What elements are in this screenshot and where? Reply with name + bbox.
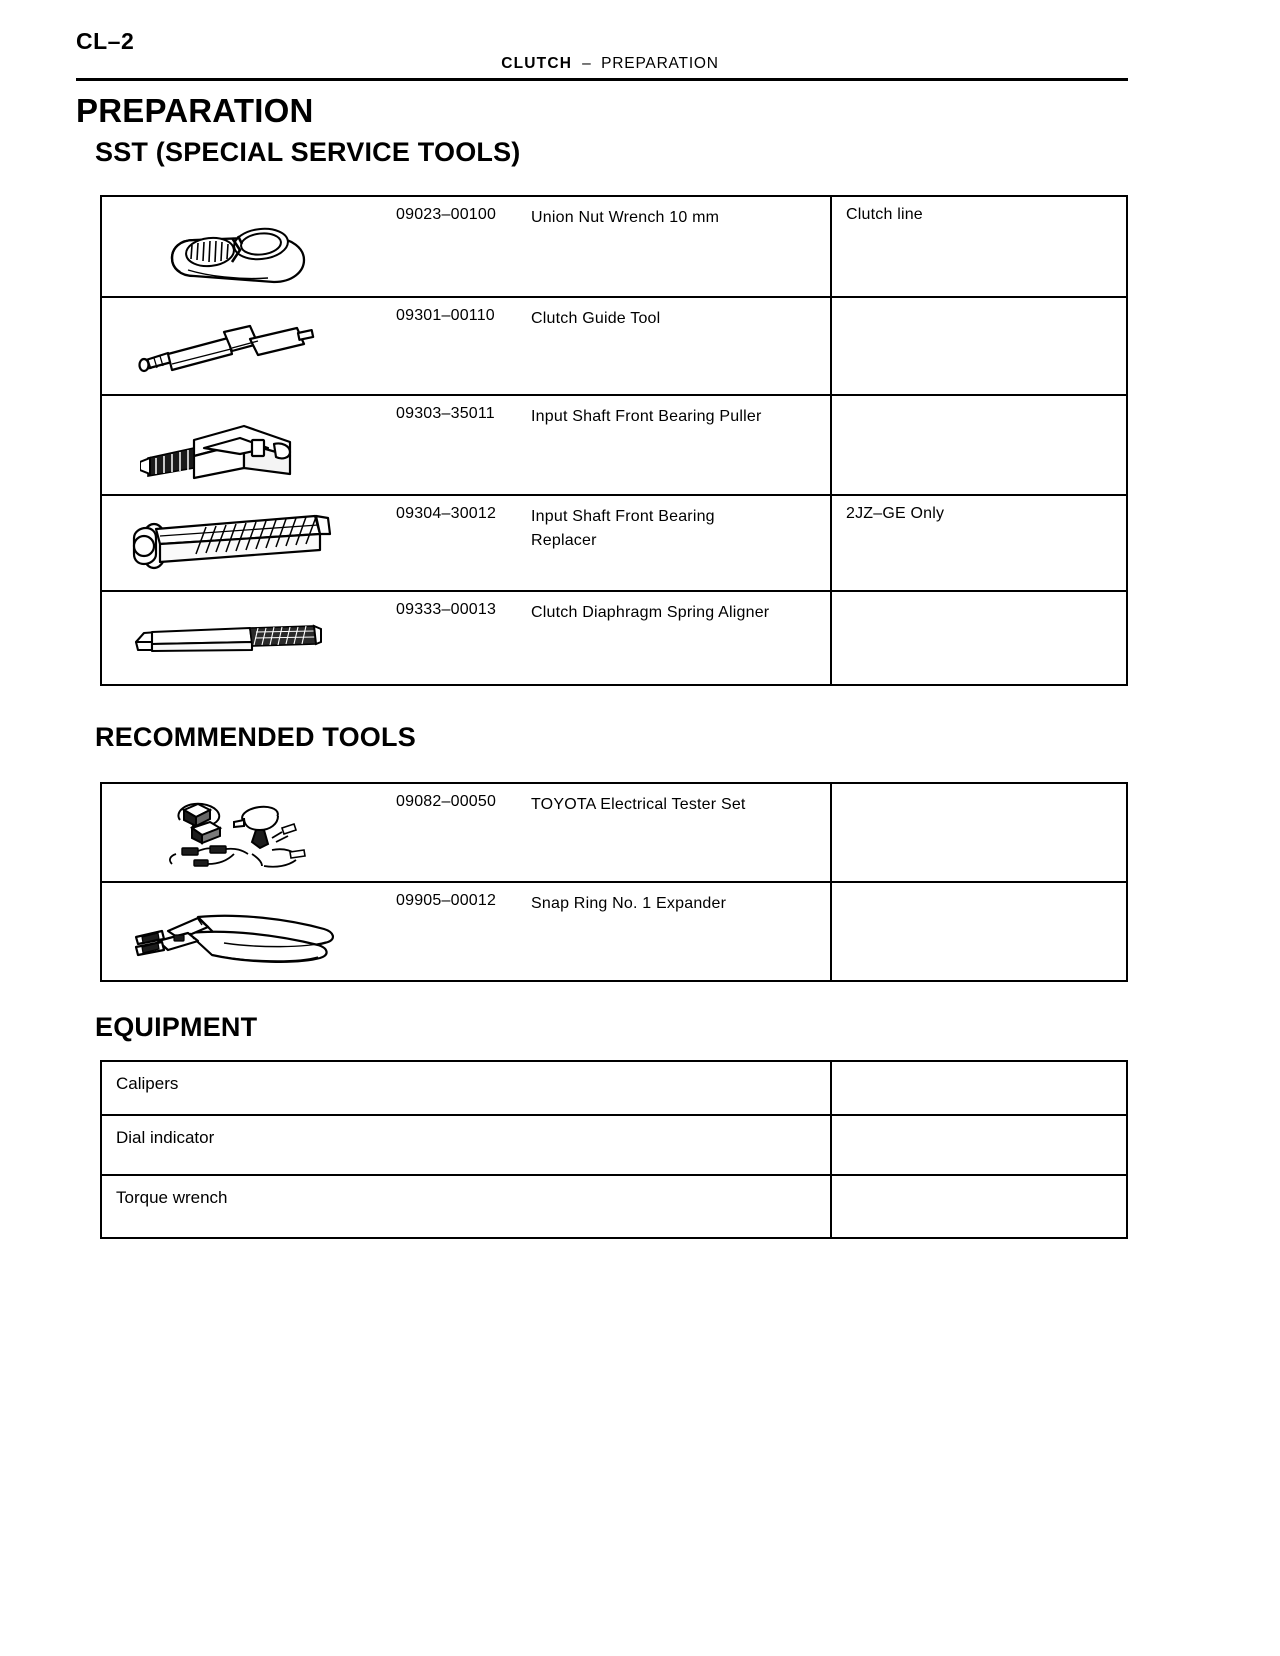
table-row xyxy=(102,496,1126,592)
running-head-topic: PREPARATION xyxy=(601,55,719,72)
recommended-tools-section-title: RECOMMENDED TOOLS xyxy=(95,722,416,752)
part-name xyxy=(531,505,715,553)
clutch-diaphragm-spring-aligner-illustration xyxy=(128,620,323,660)
tool-illustration-cell xyxy=(102,396,396,494)
part-name xyxy=(531,206,719,230)
tool-note: 2JZ–GE Only xyxy=(846,505,945,522)
part-number: 09082–00050 xyxy=(396,793,497,810)
part-name-line1: Clutch Guide Tool xyxy=(531,310,661,327)
tool-note-cell xyxy=(832,496,1126,590)
tool-description-cell xyxy=(396,396,832,494)
tool-note-cell xyxy=(832,197,1126,296)
union-nut-wrench-illustration xyxy=(164,214,314,292)
sst-table xyxy=(100,195,1128,686)
tool-illustration-cell xyxy=(102,883,396,980)
folio-number: CL–2 xyxy=(76,28,135,54)
part-name-line1: Input Shaft Front Bearing xyxy=(531,508,715,525)
part-number: 09023–00100 xyxy=(396,206,497,223)
part-name xyxy=(531,793,746,817)
snap-ring-expander-illustration xyxy=(128,905,343,971)
input-shaft-front-bearing-puller-illustration xyxy=(140,418,306,490)
equipment-table xyxy=(100,1060,1128,1239)
tool-description-cell xyxy=(396,496,832,590)
equipment-note-cell xyxy=(832,1116,1126,1174)
table-row xyxy=(102,396,1126,496)
equipment-section-title: EQUIPMENT xyxy=(95,1012,258,1042)
part-name xyxy=(531,307,660,331)
table-row xyxy=(102,592,1126,684)
part-number: 09301–00110 xyxy=(396,307,495,324)
part-name-line2: Replacer xyxy=(531,532,597,549)
running-head xyxy=(0,55,1220,73)
equipment-name: Torque wrench xyxy=(102,1176,832,1237)
page-header xyxy=(0,0,1280,90)
table-row xyxy=(102,1176,1126,1237)
running-head-dash: – xyxy=(582,55,592,72)
tool-illustration-cell xyxy=(102,784,396,881)
part-name xyxy=(531,405,762,429)
tool-illustration-cell xyxy=(102,496,396,590)
table-row xyxy=(102,197,1126,298)
tool-note-cell xyxy=(832,784,1126,881)
table-row xyxy=(102,298,1126,396)
part-number: 09333–00013 xyxy=(396,601,497,618)
tool-description-cell xyxy=(396,592,832,684)
equipment-name: Calipers xyxy=(102,1062,832,1114)
running-head-section: CLUTCH xyxy=(501,55,573,72)
part-name-line1: Clutch Diaphragm Spring Aligner xyxy=(531,604,770,621)
part-name-line1: Union Nut Wrench 10 mm xyxy=(531,209,720,226)
tool-note-cell xyxy=(832,592,1126,684)
table-row xyxy=(102,1116,1126,1176)
tool-illustration-cell xyxy=(102,298,396,394)
part-number: 09303–35011 xyxy=(396,405,495,422)
tool-description-cell xyxy=(396,197,832,296)
clutch-guide-tool-illustration xyxy=(132,324,317,386)
electrical-tester-set-illustration xyxy=(164,798,316,878)
tool-note-cell xyxy=(832,298,1126,394)
equipment-note-cell xyxy=(832,1062,1126,1114)
tool-description-cell xyxy=(396,298,832,394)
tool-illustration-cell xyxy=(102,592,396,684)
header-rule xyxy=(76,78,1128,81)
part-name-line1: TOYOTA Electrical Tester Set xyxy=(531,796,746,813)
tool-description-cell xyxy=(396,784,832,881)
input-shaft-front-bearing-replacer-illustration xyxy=(120,510,335,576)
tool-note-cell xyxy=(832,396,1126,494)
equipment-name: Dial indicator xyxy=(102,1116,832,1174)
part-name xyxy=(531,892,726,916)
table-row xyxy=(102,1062,1126,1116)
equipment-note-cell xyxy=(832,1176,1126,1237)
part-number: 09905–00012 xyxy=(396,892,497,909)
part-name-line1: Snap Ring No. 1 Expander xyxy=(531,895,727,912)
table-row xyxy=(102,784,1126,883)
table-row xyxy=(102,883,1126,980)
part-name xyxy=(531,601,769,625)
tool-note-cell xyxy=(832,883,1126,980)
part-name-line1: Input Shaft Front Bearing Puller xyxy=(531,408,762,425)
sst-section-title: SST (SPECIAL SERVICE TOOLS) xyxy=(95,137,521,167)
tool-description-cell xyxy=(396,883,832,980)
recommended-tools-table xyxy=(100,782,1128,982)
page-title: PREPARATION xyxy=(76,92,314,129)
part-number: 09304–30012 xyxy=(396,505,497,522)
tool-note: Clutch line xyxy=(846,206,923,223)
tool-illustration-cell xyxy=(102,197,396,296)
